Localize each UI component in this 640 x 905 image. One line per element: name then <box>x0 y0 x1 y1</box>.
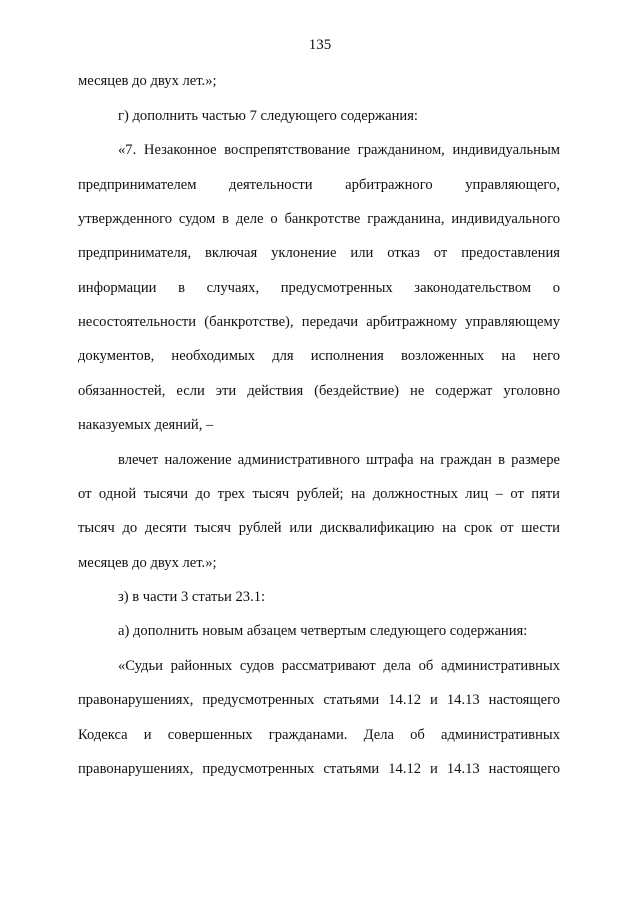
text-line: утвержденного судом в деле о банкротстве гражданина, индивидуального <box>78 211 560 227</box>
text-line: наказуемых деяний, – <box>78 417 214 433</box>
text-line: з) в части 3 статьи 23.1: <box>118 589 266 605</box>
text-line: несостоятельности (банкротстве), передачи арбитражному управляющему <box>78 314 560 330</box>
text-line: а) дополнить новым абзацем четвертым следующего содержания: <box>118 623 528 639</box>
text-line: обязанностей, если эти действия (бездействие) не содержат уголовно <box>78 383 560 399</box>
text-line: влечет наложение административного штрафа на граждан в размере <box>118 452 560 468</box>
text-line: г) дополнить частью 7 следующего содержания: <box>118 108 418 124</box>
text-line: «7. Незаконное воспрепятствование гражданином, индивидуальным <box>118 142 560 158</box>
text-line: информации в случаях, предусмотренных законодательством о <box>78 280 560 296</box>
text-line: «Судьи районных судов рассматривают дела об административных <box>118 658 560 674</box>
text-line: месяцев до двух лет.»; <box>78 555 217 571</box>
text-line: месяцев до двух лет.»; <box>78 73 217 89</box>
text-line: Кодекса и совершенных гражданами. Дела об административных <box>78 727 560 743</box>
text-line: документов, необходимых для исполнения возложенных на него <box>78 348 560 364</box>
text-line: тысяч до десяти тысяч рублей или дисквалификацию на срок от шести <box>78 520 560 536</box>
text-line: правонарушениях, предусмотренных статьями 14.12 и 14.13 настоящего <box>78 761 560 777</box>
text-line: предпринимателя, включая уклонение или отказ от предоставления <box>78 245 560 261</box>
text-line: правонарушениях, предусмотренных статьями 14.12 и 14.13 настоящего <box>78 692 560 708</box>
text-line: от одной тысячи до трех тысяч рублей; на должностных лиц – от пяти <box>78 486 560 502</box>
page-number: 135 <box>308 37 332 53</box>
text-line: предпринимателем деятельности арбитражного управляющего, <box>78 177 560 193</box>
